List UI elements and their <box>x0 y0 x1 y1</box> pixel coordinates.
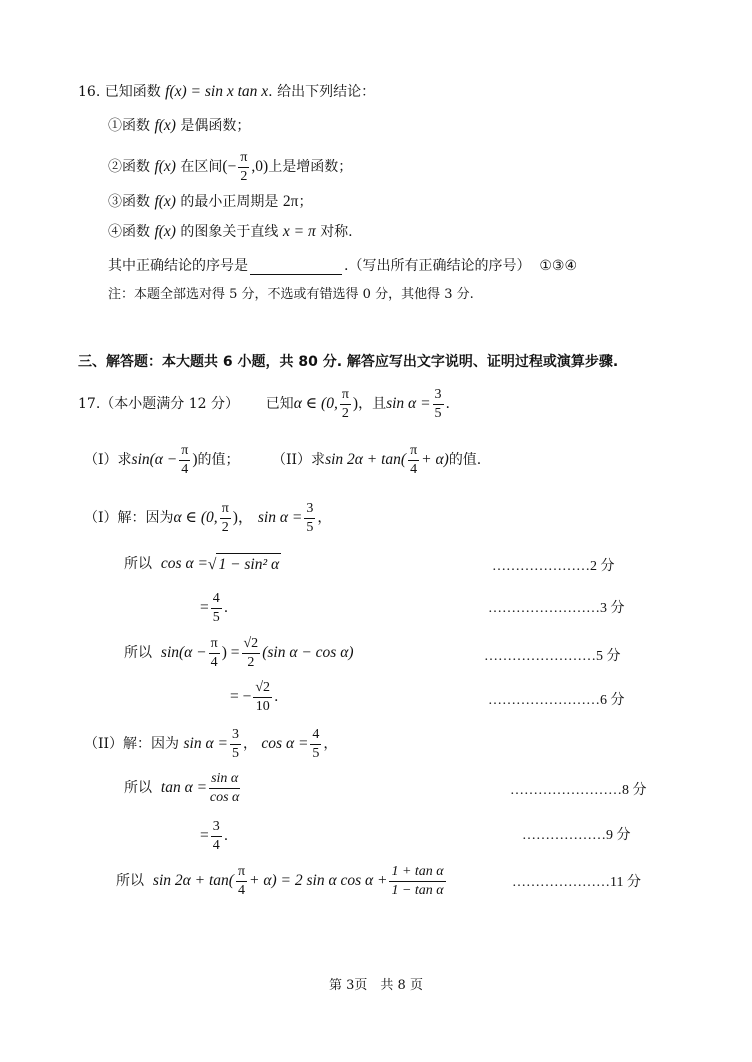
score-11: …………………11 分 <box>512 875 641 890</box>
solution-1-step-3: 所以 sin(α − $\frac{\pi}{4}$ ) = $\frac{√2}{2}$ (sin α − cos α) <box>124 635 354 670</box>
q16-header: 16. 已知函数 f(x) = sin x tan x . 给出下列结论： <box>78 83 376 100</box>
score-8: ……………………8 分 <box>510 783 647 798</box>
q16-item-3: ③函数 f(x) 的最小正周期是 2π ； <box>108 193 313 210</box>
answer-blank <box>250 258 342 275</box>
solution-1-step-2: = $\frac{4}{5}$ . <box>200 590 229 625</box>
fraction: $\frac{\pi}{4}$ <box>410 442 418 477</box>
solution-1-step-1: 所以 cos α = √ 1 − sin² α <box>124 555 280 573</box>
solution-2-header: （II）解：因为 sin α = $\frac{3}{5}$ ， cos α = $\frac{4}{5}$ ， <box>84 726 338 761</box>
score-3: ……………………3 分 <box>488 601 625 616</box>
score-5: ……………………5 分 <box>484 649 621 664</box>
fraction: $\frac{\pi}{2}$ <box>240 149 248 184</box>
fraction: $\frac{\text{sin α}}{\text{cos α}}$ <box>209 770 240 805</box>
score-6: ……………………6 分 <box>488 693 625 708</box>
q16-note: 注：本题全部选对得 5 分，不选或有错选得 0 分，其他得 3 分. <box>108 287 474 302</box>
fraction: $\frac{\text{1 + tan α}}{\text{1 − tan α}}$ <box>391 863 444 898</box>
q17-part-1: （I）求 sin(α − $\frac{\pi}{4}$ ) 的值； <box>84 442 240 477</box>
q17-header: 17.（本小题满分 12 分） 已知 α ∈ (0, $\frac{\pi}{2}$ ) ，且 sin α = $\frac{3}{5}$ . <box>78 386 450 421</box>
fraction: $\frac{3}{4}$ <box>212 818 220 853</box>
fraction: $\frac{\pi}{4}$ <box>181 442 189 477</box>
fraction: $\frac{3}{5}$ <box>434 386 442 421</box>
fraction: $\frac{4}{5}$ <box>212 590 220 625</box>
q16-item-2: ②函数 f(x) 在区间 (− $\frac{\pi}{2}$ ,0) 上是增函数； <box>108 149 353 184</box>
q16-answer: ①③④ <box>539 258 578 274</box>
sqrt-expression: √ 1 − sin² α <box>208 553 281 575</box>
fraction: $\frac{\pi}{2}$ <box>341 386 349 421</box>
solution-2-step-1: 所以 tan α = $\frac{\text{sin α}}{\text{cos α}}$ <box>124 770 240 805</box>
fraction: $\frac{3}{5}$ <box>231 726 239 761</box>
solution-2-step-2: = $\frac{3}{4}$ . <box>200 818 229 853</box>
q17-part-2: （II）求 sin 2α + tan( $\frac{\pi}{4}$ + α) 的值. <box>272 442 482 477</box>
page-footer: 第 3页 共 8 页 <box>329 978 423 993</box>
q16-function: f(x) = sin x tan x <box>165 83 269 100</box>
q16-answer-line: 其中正确结论的序号是 .（写出所有正确结论的序号） ①③④ <box>108 258 578 274</box>
solution-1-step-4: = − $\frac{√2}{10}$ . <box>230 679 279 714</box>
solution-1-header: （I）解：因为 α ∈ (0, $\frac{\pi}{2}$ )， sin α = $\frac{3}{5}$ ， <box>84 500 332 535</box>
fraction: $\frac{\pi}{4}$ <box>210 635 218 670</box>
solution-2-step-3: 所以 sin 2α + tan( $\frac{\pi}{4}$ + α) = 2 sin α cos α + $\frac{\text{1 + tan α}}{\text{1 − tan α}}$ <box>116 863 444 898</box>
section-3-title: 三、解答题：本大题共 6 小题，共 80 分. 解答应写出文字说明、证明过程或演算步骤. <box>78 354 619 370</box>
score-2: …………………2 分 <box>492 559 615 574</box>
fraction: $\frac{\pi}{4}$ <box>237 863 246 898</box>
fraction: $\frac{√2}{10}$ <box>255 679 271 714</box>
fraction: $\frac{4}{5}$ <box>312 726 320 761</box>
fraction: $\frac{√2}{2}$ <box>243 635 259 670</box>
q16-item-4: ④函数 f(x) 的图象关于直线 x = π 对称. <box>108 223 353 240</box>
fraction: $\frac{3}{5}$ <box>306 500 314 535</box>
fraction: $\frac{\pi}{2}$ <box>221 500 229 535</box>
score-9: ………………9 分 <box>522 828 631 843</box>
q16-item-1: ①函数 f(x) 是偶函数； <box>108 117 251 134</box>
